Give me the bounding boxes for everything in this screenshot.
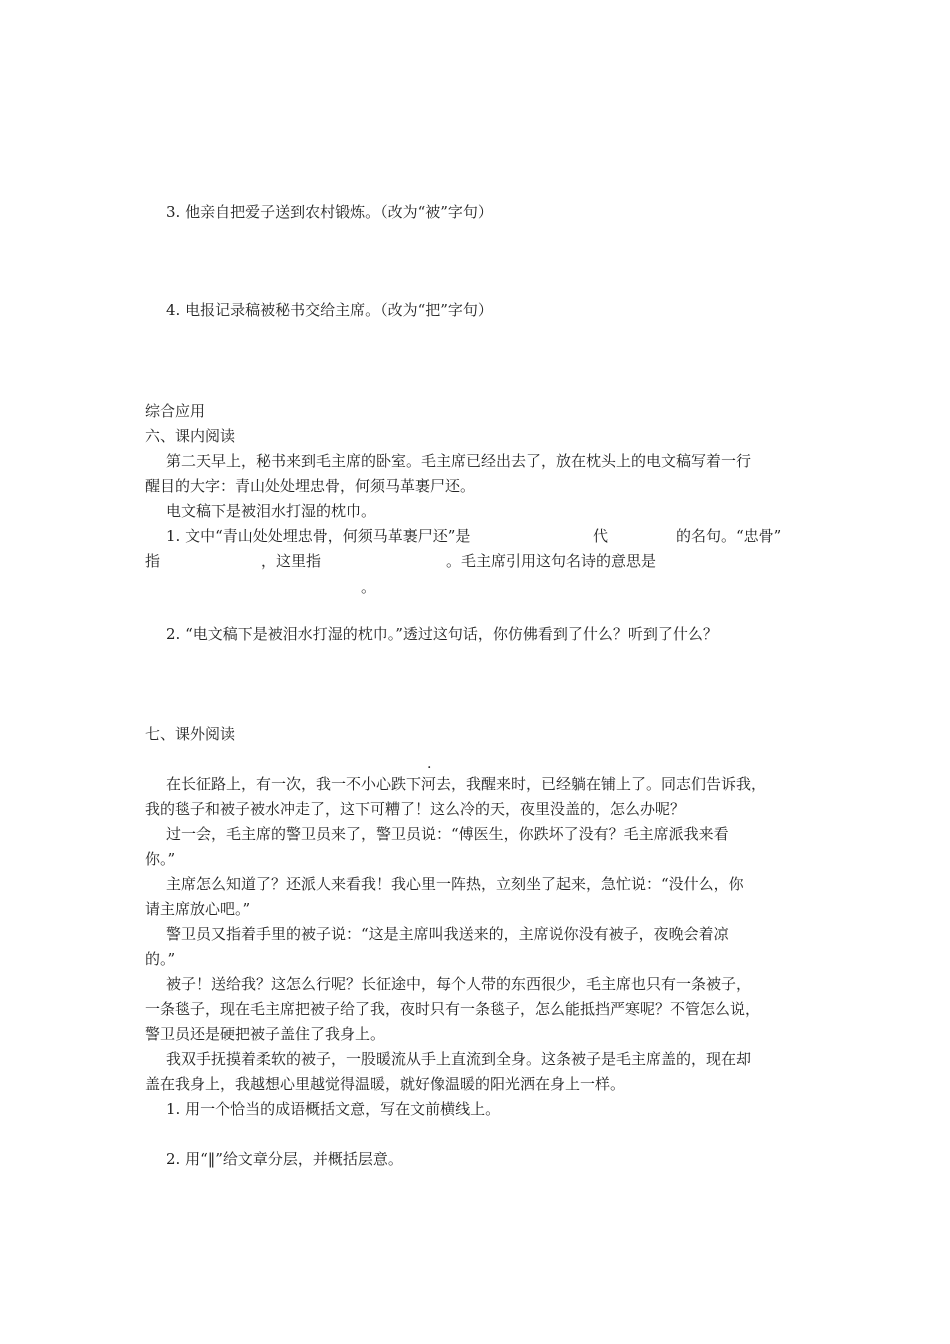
six-q1-part-a: 1. 文中“青山处处埋忠骨，何须马革裹尸还”是 xyxy=(166,527,471,545)
passage-seven-line-1: 在长征路上，有一次，我一不小心跌下河去，我醒来时，已经躺在铺上了。同志们告诉我， xyxy=(166,775,767,793)
section-seven-title: 七、课外阅读 xyxy=(145,725,236,743)
passage-seven-line-12: 我双手抚摸着柔软的被子，一股暖流从手上直流到全身。这条被子是毛主席盖的，现在却 xyxy=(166,1050,752,1068)
six-question-2: 2. “电文稿下是被泪水打湿的枕巾。”透过这句话，你仿佛看到了什么？听到了什么？ xyxy=(166,625,718,643)
question-4-rewrite: 4. 电报记录稿被秘书交给主席。（改为“把”字句） xyxy=(166,301,493,319)
seven-question-2: 2. 用“‖”给文章分层，并概括层意。 xyxy=(166,1150,403,1168)
section-six-title: 六、课内阅读 xyxy=(145,427,236,445)
six-q1-part-b: 代 xyxy=(593,527,609,545)
section-comprehensive-title: 综合应用 xyxy=(145,402,206,420)
passage-seven-line-8: 的。” xyxy=(145,950,176,968)
passage-seven-line-6: 请主席放心吧。” xyxy=(145,900,251,918)
six-q1-part-c: 的名句。“忠骨” xyxy=(676,527,782,545)
passage-seven-line-7: 警卫员又指着手里的被子说：“这是主席叫我送来的，主席说你没有被子，夜晚会着凉 xyxy=(166,925,729,943)
question-3-rewrite: 3. 他亲自把爱子送到农村锻炼。（改为“被”字句） xyxy=(166,203,493,221)
passage-seven-line-4: 你。” xyxy=(145,850,176,868)
passage-six-line-3: 电文稿下是被泪水打湿的枕巾。 xyxy=(166,502,377,520)
six-q1-part-f: 。毛主席引用这句名诗的意思是 xyxy=(446,552,657,570)
passage-seven-line-13: 盖在我身上，我越想心里越觉得温暖，就好像温暖的阳光洒在身上一样。 xyxy=(145,1075,626,1093)
passage-six-line-2: 醒目的大字：青山处处埋忠骨，何须马革裹尸还。 xyxy=(145,477,476,495)
seven-question-1: 1. 用一个恰当的成语概括文意，写在文前横线上。 xyxy=(166,1100,501,1118)
passage-seven-line-2: 我的毯子和被子被水冲走了，这下可糟了！这么冷的天，夜里没盖的，怎么办呢？ xyxy=(145,800,686,818)
passage-seven-line-11: 警卫员还是硬把被子盖住了我身上。 xyxy=(145,1025,386,1043)
passage-seven-line-9: 被子！送给我？这怎么行呢？长征途中，每个人带的东西很少，毛主席也只有一条被子， xyxy=(166,975,752,993)
passage-seven-line-5: 主席怎么知道了？还派人来看我！我心里一阵热，立刻坐了起来，急忙说：“没什么，你 xyxy=(166,875,744,893)
passage-seven-line-10: 一条毯子，现在毛主席把被子给了我，夜时只有一条毯子，怎么能抵挡严寒呢？不管怎么说， xyxy=(145,1000,761,1018)
title-blank-mark: . xyxy=(427,756,432,772)
six-q1-part-e: ，这里指 xyxy=(261,552,322,570)
six-q1-part-g: 。 xyxy=(361,578,377,596)
six-q1-part-d: 指 xyxy=(145,552,161,570)
passage-six-line-1: 第二天早上，秘书来到毛主席的卧室。毛主席已经出去了，放在枕头上的电文稿写着一行 xyxy=(166,452,752,470)
passage-seven-line-3: 过一会，毛主席的警卫员来了，警卫员说：“傅医生，你跌坏了没有？毛主席派我来看 xyxy=(166,825,729,843)
